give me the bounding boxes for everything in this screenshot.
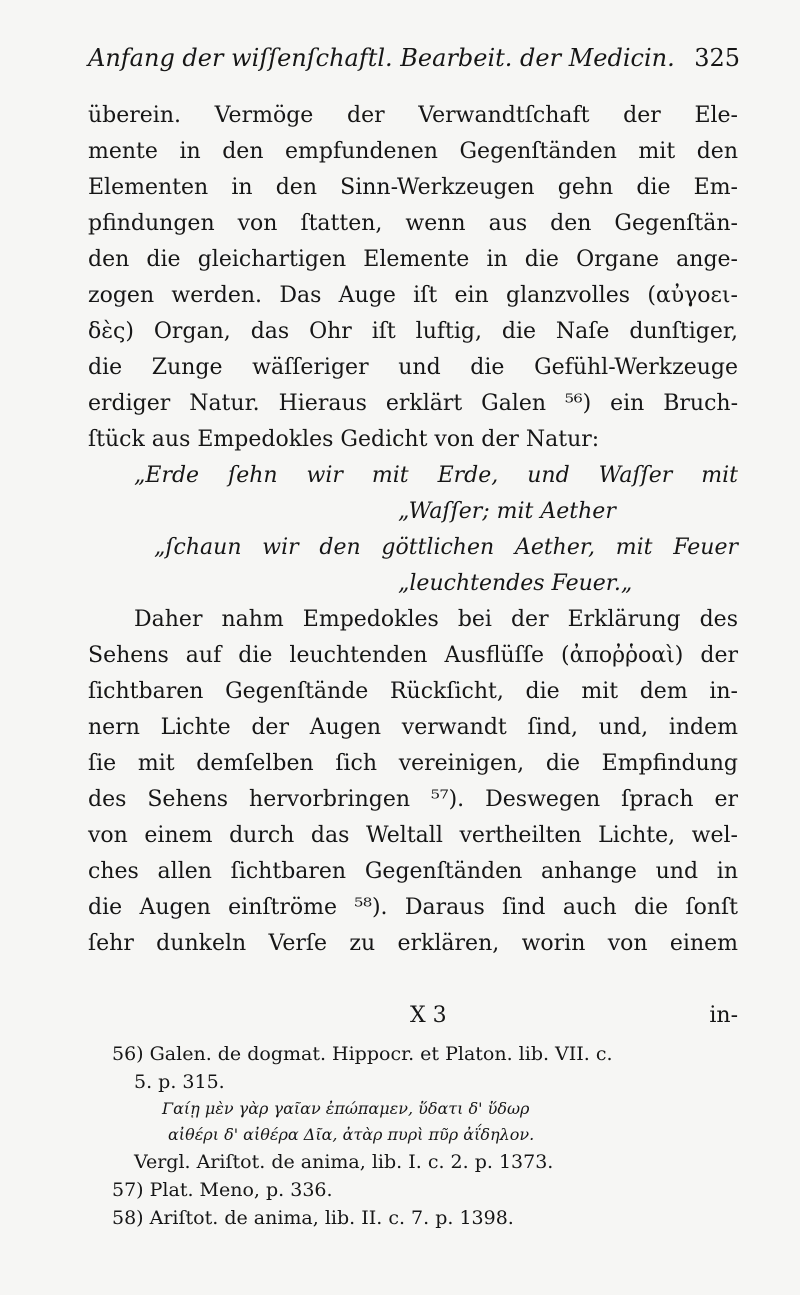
text-line: Sehens auf die leuchtenden Ausflüſſe (ἀποῤῥοαὶ) der [88,643,738,668]
text-line: von einem durch das Weltall vertheilten Lichte, wel- [88,823,738,848]
catchword: in- [709,1003,738,1028]
text-line: ſichtbaren Gegenſtände Rückſicht, die mit dem in- [88,679,738,704]
footnote-56: 56) Galen. de dogmat. Hippocr. et Platon. lib. VII. c. [112,1043,613,1065]
text-line: überein. Vermöge der Verwandtſchaft der Ele- [88,103,738,128]
text-line: ches allen ſichtbaren Gegenſtänden anhange und in [88,859,738,884]
page-header [88,38,740,78]
running-title: Anfang der wiſſenſchaftl. Bearbeit. der Medicin. [88,44,675,72]
text-line: pfindungen von ſtatten, wenn aus den Gegenſtän- [88,211,738,236]
verse-line: „Erde ſehn wir mit Erde, und Waſſer mit [134,463,738,488]
verse-line: „Waſſer; mit Aether [398,499,616,524]
signature-mark: X 3 [410,1003,447,1028]
footnote-56-cont: 5. p. 315. [134,1071,225,1093]
text-line: erdiger Natur. Hieraus erklärt Galen ⁵⁶) ein Bruch- [88,391,738,416]
text-line: ſie mit demſelben ſich vereinigen, die Empfindung [88,751,738,776]
text-line: ſehr dunkeln Verſe zu erklären, worin von einem [88,931,738,956]
greek-verse-line: αἰθέρι δ' αἰθέρα Δῖα, ἀτὰρ πυρὶ πῦρ ἀΐδηλον. [168,1125,535,1144]
verse-line: „ſchaun wir den göttlichen Aether, mit Feuer [154,535,738,560]
text-line: nern Lichte der Augen verwandt ſind, und, indem [88,715,738,740]
text-line: den die gleichartigen Elemente in die Organe ange- [88,247,738,272]
text-line: des Sehens hervorbringen ⁵⁷). Deswegen ſprach er [88,787,738,812]
text-line: ſtück aus Empedokles Gedicht von der Natur: [88,427,600,452]
text-line: Daher nahm Empedokles bei der Erklärung des [134,607,738,632]
text-line: zogen werden. Das Auge iſt ein glanzvolles (αὐγοει- [88,283,738,308]
text-line: Elementen in den Sinn-Werkzeugen gehn die Em- [88,175,738,200]
footnote-56-ref: Vergl. Ariſtot. de anima, lib. I. c. 2. p. 1373. [134,1151,554,1173]
text-line: die Augen einſtröme ⁵⁸). Daraus ſind auch die ſonſt [88,895,738,920]
page-number: 325 [694,44,740,72]
text-line: δὲς) Organ, das Ohr iſt luftig, die Naſe dunſtiger, [88,319,738,344]
main-text [88,98,738,962]
footnote-58: 58) Ariſtot. de anima, lib. II. c. 7. p. 1398. [112,1207,514,1229]
text-line: mente in den empfundenen Gegenſtänden mit den [88,139,738,164]
verse-line: „leuchtendes Feuer.„ [398,571,633,596]
greek-verse-line: Γαίῃ μὲν γὰρ γαῖαν ἐπώπαμεν, ὕδατι δ' ὕδωρ [162,1099,530,1118]
footnote-57: 57) Plat. Meno, p. 336. [112,1179,333,1201]
footnotes [112,1040,742,1232]
signature-line [88,998,738,1034]
text-line: die Zunge wäſſeriger und die Gefühl-Werkzeuge [88,355,738,380]
